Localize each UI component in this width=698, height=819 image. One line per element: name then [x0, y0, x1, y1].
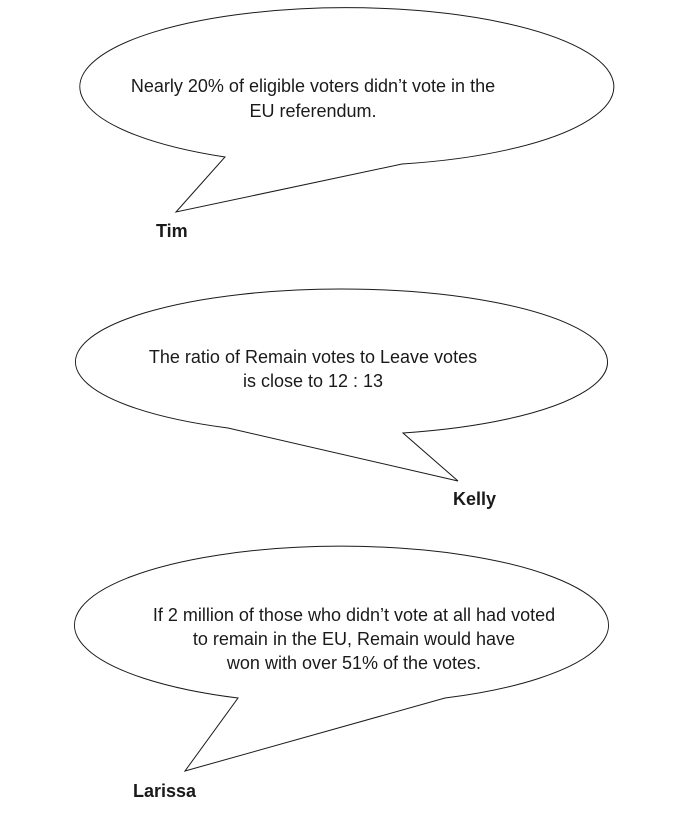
bubble-text-larissa-line-1: If 2 million of those who didn’t vote at all had voted — [152, 605, 556, 625]
speech-bubble-kelly — [75, 289, 607, 509]
speaker-label-kelly: Kelly — [453, 489, 497, 509]
speech-bubble-tim — [80, 8, 614, 241]
speaker-label-larissa: Larissa — [133, 781, 197, 801]
bubble-text-kelly-line-1: The ratio of Remain votes to Leave votes — [148, 347, 478, 367]
bubble-text-kelly-line-2: is close to 12 : 13 — [242, 371, 384, 391]
bubble-text-tim-line-1: Nearly 20% of eligible voters didn’t vote in the — [130, 76, 496, 96]
bubble-text-larissa-line-3: won with over 51% of the votes. — [226, 653, 482, 673]
bubble-text-larissa-line-2: to remain in the EU, Remain would have — [192, 629, 516, 649]
speaker-label-tim: Tim — [156, 221, 188, 241]
bubble-text-tim-line-2: EU referendum. — [249, 101, 377, 121]
speech-bubble-larissa — [75, 546, 609, 801]
